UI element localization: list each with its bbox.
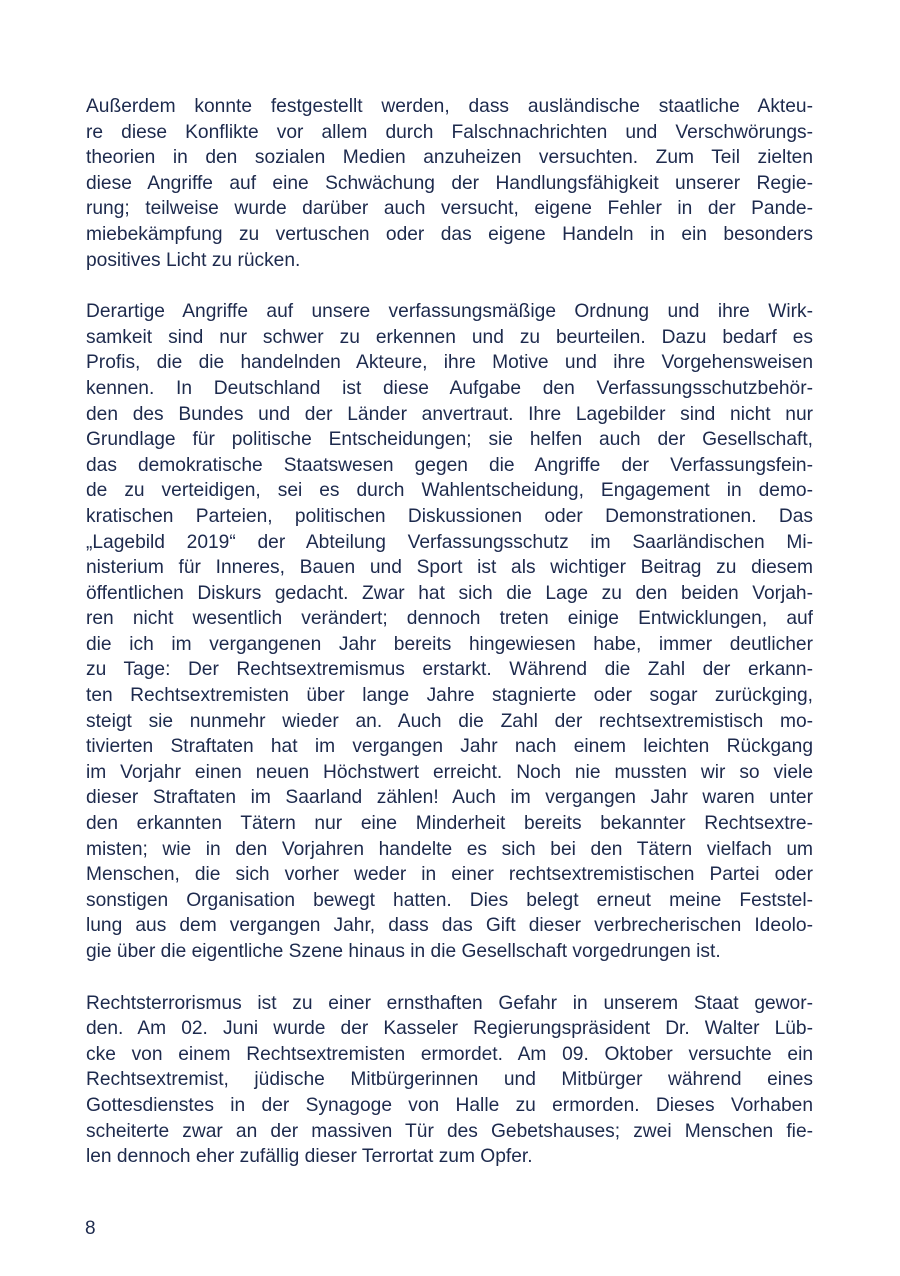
page-number: 8 xyxy=(85,1218,96,1239)
text-line: Profis, die die handelnden Akteure, ihre Motive und ihre Vorgehensweisen xyxy=(86,352,813,374)
text-line: ten Rechtsextremisten über lange Jahre stagnierte oder sogar zurückging, xyxy=(86,685,813,707)
text-line: den des Bundes und der Länder anvertraut. Ihre Lagebilder sind nicht nur xyxy=(86,403,813,425)
text-line: „Lagebild 2019“ der Abteilung Verfassungsschutz im Saarländischen Mi- xyxy=(86,531,813,553)
text-line: theorien in den sozialen Medien anzuheizen versuchten. Zum Teil zielten xyxy=(86,147,813,169)
text-line: len dennoch eher zufällig dieser Terrortat zum Opfer. xyxy=(86,1146,533,1168)
text-line: tivierten Straftaten hat im vergangen Jahr nach einem leichten Rückgang xyxy=(86,736,813,758)
paragraph-foreign-actors xyxy=(86,94,813,273)
text-line: ren nicht wesentlich verändert; dennoch treten einige Entwicklungen, auf xyxy=(86,608,813,630)
text-line: Derartige Angriffe auf unsere verfassungsmäßige Ordnung und ihre Wirk- xyxy=(86,301,813,323)
text-line: de zu verteidigen, sei es durch Wahlentscheidung, Engagement in demo- xyxy=(86,480,813,502)
text-line: Gottesdienstes in der Synagoge von Halle zu ermorden. Dieses Vorhaben xyxy=(86,1094,813,1116)
text-line: im Vorjahr einen neuen Höchstwert erreicht. Noch nie mussten wir so viele xyxy=(86,761,813,783)
text-line: steigt sie nunmehr wieder an. Auch die Zahl der rechtsextremistisch mo- xyxy=(86,710,813,732)
text-line: das demokratische Staatswesen gegen die Angriffe der Verfassungsfein- xyxy=(86,454,813,476)
text-line: scheiterte zwar an der massiven Tür des Gebetshauses; zwei Menschen fie- xyxy=(86,1120,813,1142)
text-line: kratischen Parteien, politischen Diskussionen oder Demonstrationen. Das xyxy=(86,505,813,527)
text-line: den. Am 02. Juni wurde der Kasseler Regierungspräsident Dr. Walter Lüb- xyxy=(86,1018,813,1040)
text-line: Menschen, die sich vorher weder in einer rechtsextremistischen Partei oder xyxy=(86,864,813,886)
text-line: rung; teilweise wurde darüber auch versucht, eigene Fehler in der Pande- xyxy=(86,198,813,220)
text-line: kennen. In Deutschland ist diese Aufgabe den Verfassungsschutzbehör- xyxy=(86,377,813,399)
text-line: öffentlichen Diskurs gedacht. Zwar hat sich die Lage zu den beiden Vorjah- xyxy=(86,582,813,604)
document-body xyxy=(86,94,813,1196)
text-line: miebekämpfung zu vertuschen oder das eigene Handeln in ein besonders xyxy=(86,223,813,245)
text-line: cke von einem Rechtsextremisten ermordet. Am 09. Oktober versuchte ein xyxy=(86,1043,813,1065)
text-line: den erkannten Tätern nur eine Minderheit bereits bekannter Rechtsextre- xyxy=(86,813,813,835)
text-line: re diese Konflikte vor allem durch Falschnachrichten und Verschwörungs- xyxy=(86,121,813,143)
text-line: Grundlage für politische Entscheidungen; sie helfen auch der Gesellschaft, xyxy=(86,429,813,451)
text-line: lung aus dem vergangen Jahr, dass das Gift dieser verbrecherischen Ideolo- xyxy=(86,915,813,937)
text-line: diese Angriffe auf eine Schwächung der Handlungsfähigkeit unserer Regie- xyxy=(86,172,813,194)
text-line: Rechtsextremist, jüdische Mitbürgerinnen und Mitbürger während eines xyxy=(86,1069,813,1091)
text-line: dieser Straftaten im Saarland zählen! Auch im vergangen Jahr waren unter xyxy=(86,787,813,809)
paragraph-right-wing-terrorism xyxy=(86,991,813,1170)
text-line: nisterium für Inneres, Bauen und Sport ist als wichtiger Beitrag zu diesem xyxy=(86,557,813,579)
text-line: positives Licht zu rücken. xyxy=(86,249,301,271)
text-line: zu Tage: Der Rechtsextremismus erstarkt. Während die Zahl der erkann- xyxy=(86,659,813,681)
text-line: Rechtsterrorismus ist zu einer ernsthaften Gefahr in unserem Staat gewor- xyxy=(86,992,813,1014)
text-line: misten; wie in den Vorjahren handelte es sich bei den Tätern vielfach um xyxy=(86,838,813,860)
text-line: Außerdem konnte festgestellt werden, dass ausländische staatliche Akteu- xyxy=(86,96,813,117)
paragraph-constitutional-protection xyxy=(86,299,813,964)
text-line: sonstigen Organisation bewegt hatten. Dies belegt erneut meine Feststel- xyxy=(86,889,813,911)
text-line: gie über die eigentliche Szene hinaus in die Gesellschaft vorgedrungen ist. xyxy=(86,941,721,962)
text-line: samkeit sind nur schwer zu erkennen und zu beurteilen. Dazu bedarf es xyxy=(86,326,813,348)
text-line: die ich im vergangenen Jahr bereits hingewiesen habe, immer deutlicher xyxy=(86,633,813,655)
